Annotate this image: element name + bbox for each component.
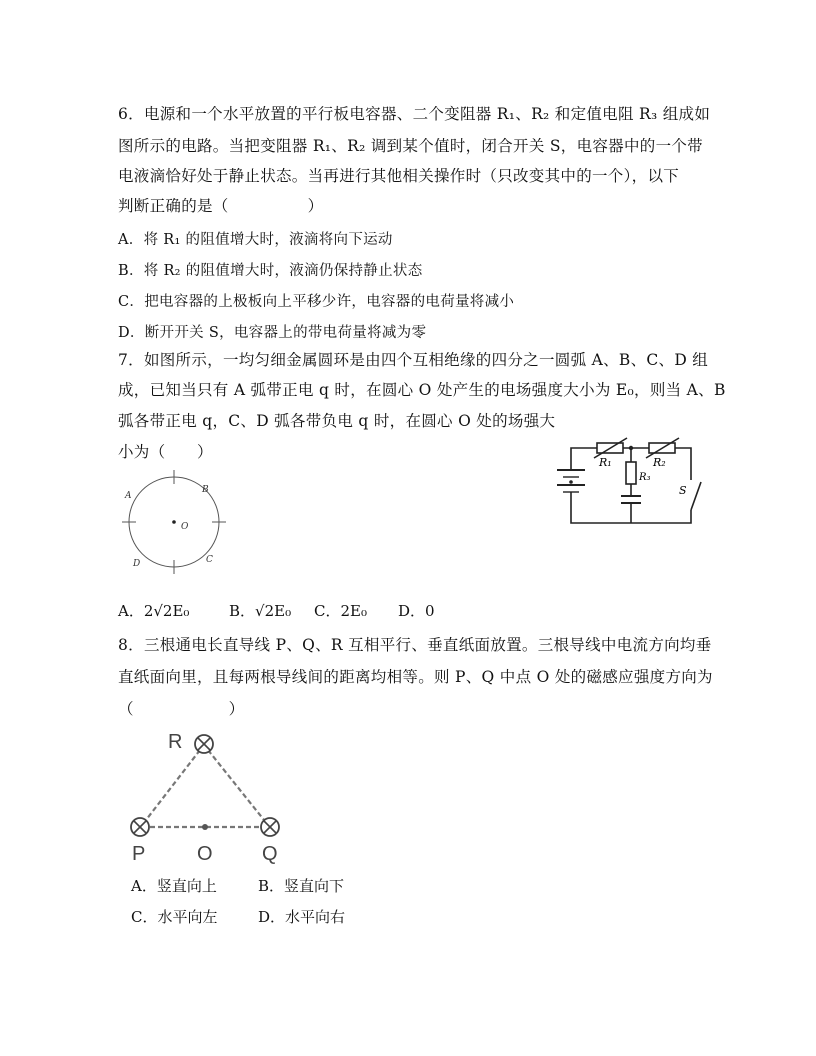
q6-line-3: 电液滴恰好处于静止状态。当再进行其他相关操作时（只改变其中的一个），以下	[118, 167, 680, 185]
q6-option-c: C．把电容器的上极板向上平移少许，电容器的电荷量将减小	[118, 294, 515, 310]
ring-label-o: O	[181, 522, 189, 532]
q7-line-4: 小为（ ）	[118, 443, 213, 461]
label-r2: R₂	[653, 456, 666, 469]
q8-option-b: B．竖直向下	[258, 877, 345, 895]
ring-label-a: A	[125, 491, 132, 501]
ring-diagram	[120, 470, 230, 580]
q7-line-3: 弧各带正电 q，C、D 弧各带负电 q 时，在圆心 O 处的场强大	[118, 412, 556, 430]
q6-line-1: 6．电源和一个水平放置的平行板电容器、二个变阻器 R₁、R₂ 和定值电阻 R₃ 组成如	[118, 105, 711, 123]
wire-label-o: O	[197, 843, 213, 865]
q7-option-d: D．0	[398, 602, 435, 620]
q8-option-d: D．水平向右	[258, 908, 346, 926]
label-r1: R₁	[599, 456, 612, 469]
ring-label-b: B	[202, 485, 209, 495]
wire-label-p: P	[132, 843, 146, 865]
q7-option-b: B．√2E₀	[229, 602, 292, 620]
q6-option-d: D．断开开关 S，电容器上的带电荷量将减为零	[118, 325, 427, 341]
q6-option-a: A．将 R₁ 的阻值增大时，液滴将向下运动	[118, 232, 393, 248]
q7-line-1: 7．如图所示，一均匀细金属圆环是由四个互相绝缘的四分之一圆弧 A、B、C、D 组	[118, 351, 709, 369]
wire-label-r: R	[168, 731, 183, 753]
q7-option-c: C．2E₀	[314, 602, 367, 620]
wires-diagram	[120, 728, 320, 868]
circuit-diagram	[545, 440, 705, 530]
q6-option-b: B．将 R₂ 的阻值增大时，液滴仍保持静止状态	[118, 263, 423, 279]
label-s: S	[679, 484, 687, 497]
q8-option-a: A．竖直向上	[131, 877, 217, 895]
q6-line-4: 判断正确的是（ ）	[118, 197, 324, 215]
q8-option-c: C．水平向左	[131, 908, 218, 926]
q8-line-3: （ ）	[118, 700, 245, 718]
ring-label-d: D	[133, 559, 141, 569]
q7-option-a: A．2√2E₀	[118, 602, 190, 620]
q6-line-2: 图所示的电路。当把变阻器 R₁、R₂ 调到某个值时，闭合开关 S，电容器中的一个带	[118, 137, 703, 155]
wire-label-q: Q	[262, 843, 278, 865]
q8-line-1: 8．三根通电长直导线 P、Q、R 互相平行、垂直纸面放置。三根导线中电流方向均垂	[118, 636, 712, 654]
q7-line-2: 成，已知当只有 A 弧带正电 q 时，在圆心 O 处产生的电场强度大小为 E₀，则当 A、B	[118, 381, 726, 399]
q8-line-2: 直纸面向里，且每两根导线间的距离均相等。则 P、Q 中点 O 处的磁感应强度方向为	[118, 668, 713, 686]
ring-label-c: C	[206, 555, 213, 565]
label-r3: R₃	[639, 472, 651, 483]
